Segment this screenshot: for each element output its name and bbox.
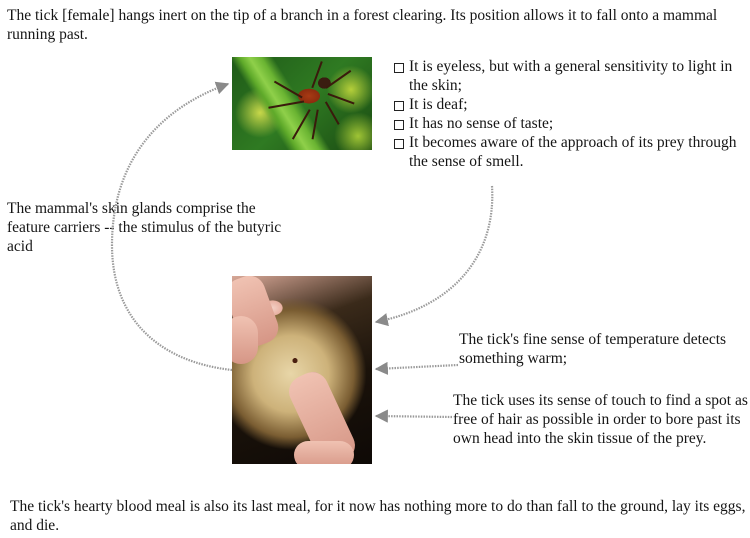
trait-item xyxy=(393,114,750,133)
trait-item xyxy=(393,57,750,95)
trait-label: It is deaf; xyxy=(409,96,468,113)
checkbox-bullet-icon xyxy=(394,63,404,73)
trait-item xyxy=(393,95,750,114)
touch-note: The tick uses its sense of touch to find a spot as free of hair as possible in order to bore past its own head into the skin tissue of the prey. xyxy=(453,392,748,447)
trait-label: It is eyeless, but with a general sensitivity to light in the skin; xyxy=(409,58,733,94)
tick-leg xyxy=(311,61,322,88)
temperature-note: The tick's fine sense of temperature detects something warm; xyxy=(459,331,727,367)
trait-label: It becomes aware of the approach of its prey through the sense of smell. xyxy=(409,134,737,170)
tick-leg xyxy=(328,93,355,104)
checkbox-bullet-icon xyxy=(394,139,404,149)
arrow-touch xyxy=(376,416,452,417)
arrow-temperature xyxy=(376,365,458,369)
tick-leg xyxy=(292,109,310,139)
intro-text: The tick [female] hangs inert on the tip of a branch in a forest clearing. Its position allows it to fall onto a mammal running past. xyxy=(7,7,718,43)
tick-in-fur-photo xyxy=(232,276,372,464)
checkbox-bullet-icon xyxy=(394,101,404,111)
checkbox-bullet-icon xyxy=(394,120,404,130)
tick-leg xyxy=(268,101,304,109)
butyric-acid-note: The mammal's skin glands comprise the feature carriers -- the stimulus of the butyric acid xyxy=(7,200,282,255)
tick-on-grass-photo xyxy=(232,57,372,150)
tick-leg xyxy=(326,70,351,88)
tick-traits-list xyxy=(393,57,750,171)
tick-leg xyxy=(325,101,339,124)
tick-leg xyxy=(274,81,302,98)
trait-label: It has no sense of taste; xyxy=(409,115,554,132)
arrow-right-arc xyxy=(376,186,492,322)
finger-shape xyxy=(232,316,258,364)
outro-text: The tick's hearty blood meal is also its last meal, for it now has nothing more to do than fall to the ground, lay its eggs, and die. xyxy=(10,498,746,534)
finger-shape xyxy=(294,441,354,464)
trait-item xyxy=(393,133,750,171)
tick-leg xyxy=(312,110,319,140)
